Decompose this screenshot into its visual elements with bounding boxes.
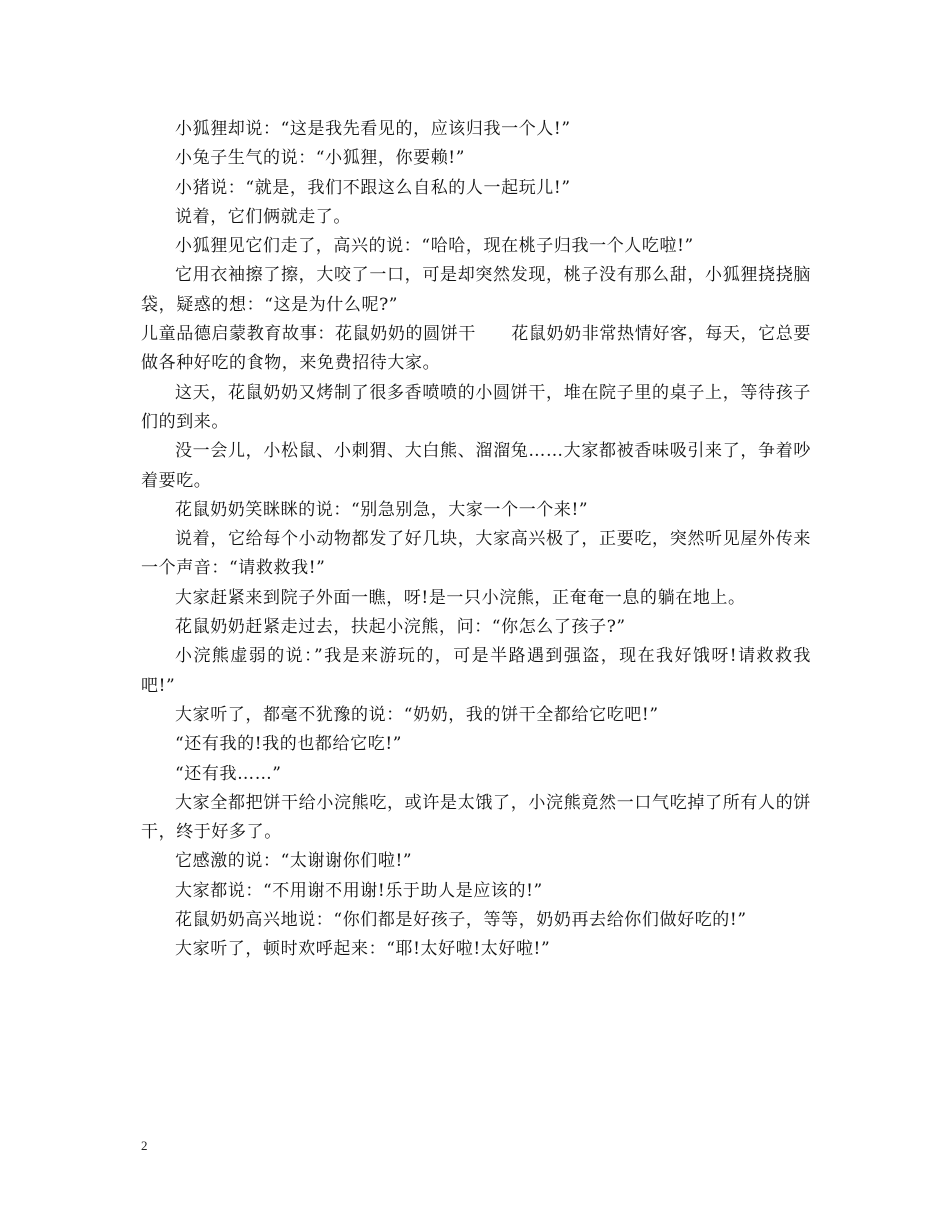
paragraph: “还有我……” [175,763,282,784]
document-body [141,115,811,965]
paragraph: 大家都说：“不用谢不用谢!乐于助人是应该的!” [175,880,543,901]
paragraph: 小狐狸却说：“这是我先看见的，应该归我一个人!” [175,119,571,139]
paragraph: 大家听了，都毫不犹豫的说：“奶奶，我的饼干全都给它吃吧!” [175,704,659,725]
paragraph: 小猪说：“就是，我们不跟这么自私的人一起玩儿!” [175,177,571,198]
paragraph: “还有我的!我的也都给它吃!” [175,734,403,755]
paragraph: 没一会儿，小松鼠、小刺猬、大白熊、溜溜兔……大家都被香味吸引来了，争着吵着要吃。 [141,441,811,491]
paragraph: 小狐狸见它们走了，高兴的说：“哈哈，现在桃子归我一个人吃啦!” [175,236,694,257]
paragraph: 这天，花鼠奶奶又烤制了很多香喷喷的小圆饼干，堆在院子里的桌子上，等待孩子们的到来。 [141,382,811,432]
paragraph: 大家全都把饼干给小浣熊吃，或许是太饿了，小浣熊竟然一口气吃掉了所有人的饼干，终于好多了。 [141,792,811,843]
paragraph: 说着，它给每个小动物都发了好几块，大家高兴极了，正要吃，突然听见屋外传来一个声音：“请救救我!” [141,529,811,579]
page-number: 2 [141,1138,148,1153]
paragraph: 大家听了，顿时欢呼起来：“耶!太好啦!太好啦!” [175,939,551,960]
paragraph: 花鼠奶奶高兴地说：“你们都是好孩子，等等，奶奶再去给你们做好吃的!” [175,910,747,931]
paragraph: 花鼠奶奶赶紧走过去，扶起小浣熊，问：“你怎么了孩子?” [175,617,626,638]
paragraph: 花鼠奶奶笑眯眯的说：“别急别急，大家一个一个来!” [175,499,589,520]
paragraph: 大家赶紧来到院子外面一瞧，呀!是一只小浣熊，正奄奄一息的躺在地上。 [175,587,746,608]
paragraph: 小兔子生气的说：“小狐狸，你要赖!” [175,148,466,169]
paragraph: 它用衣袖擦了擦，大咬了一口，可是却突然发现，桃子没有那么甜，小狐狸挠挠脑袋，疑惑的想：“这是为什么呢?” [141,265,811,315]
paragraph: 说着，它们俩就走了。 [175,206,351,227]
story-heading-paragraph: 儿童品德启蒙教育故事：花鼠奶奶的圆饼干 花鼠奶奶非常热情好客，每天，它总要做各种好吃的食物，来免费招待大家。 [141,324,811,374]
paragraph: 它感激的说：“太谢谢你们啦!” [175,851,413,872]
paragraph: 小浣熊虚弱的说：”我是来游玩的，可是半路遇到强盗，现在我好饿呀!请救救我吧!” [141,646,811,696]
